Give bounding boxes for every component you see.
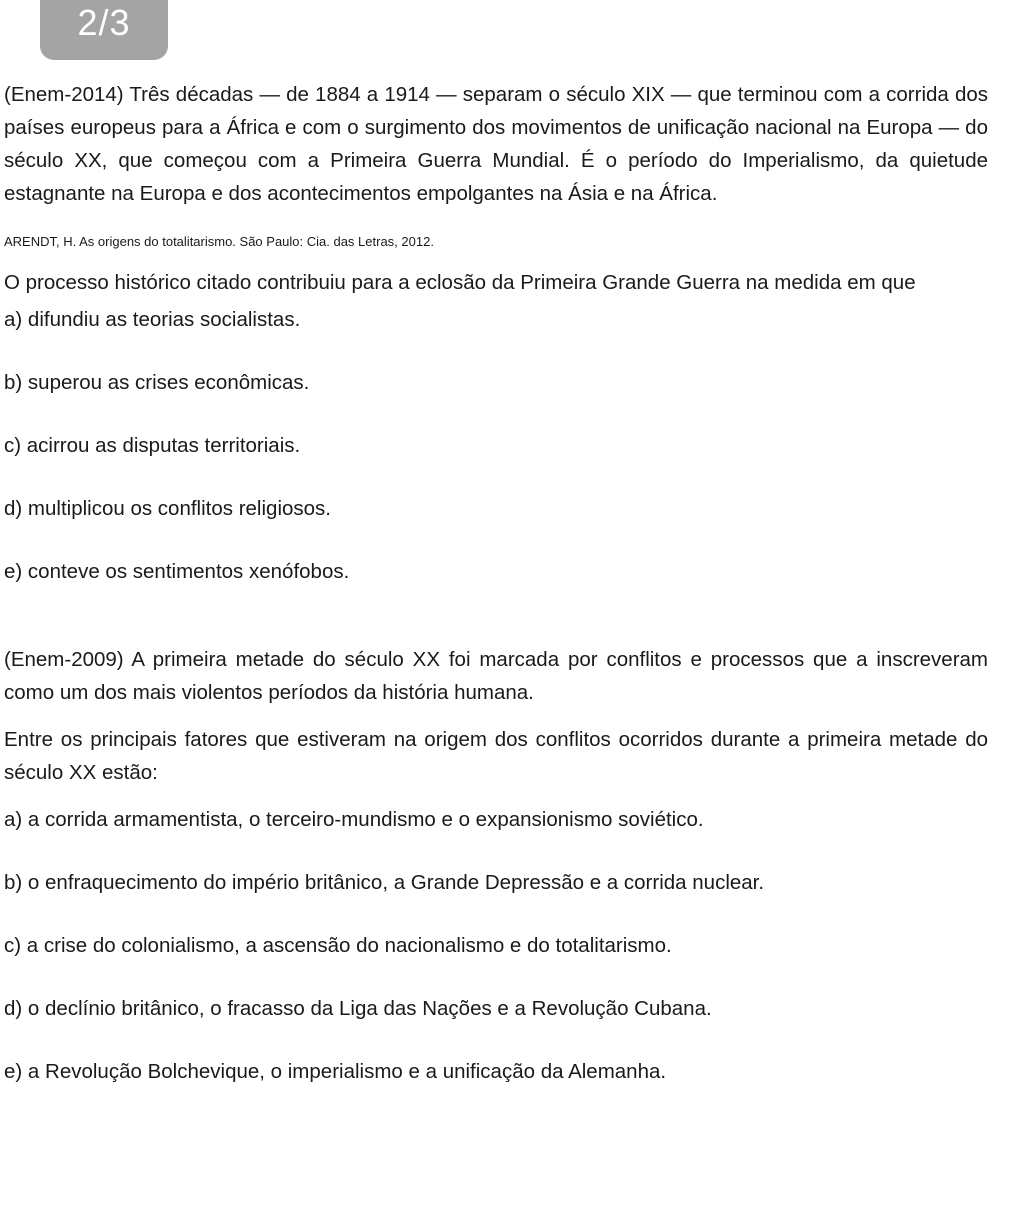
question-2-option-d: d) o declínio britânico, o fracasso da Liga das Nações e a Revolução Cubana. (4, 997, 712, 1020)
question-1-option-d: d) multiplicou os conflitos religiosos. (4, 497, 331, 520)
question-2-prompt: Entre os principais fatores que estiveram na origem dos conflitos ocorridos durante a primeira metade do século XX estão: (4, 728, 988, 784)
question-2-text: (Enem-2009) A primeira metade do século XX foi marcada por conflitos e processos que a inscreveram como um dos mais violentos períodos da história humana. (4, 648, 988, 704)
question-1-option-e: e) conteve os sentimentos xenófobos. (4, 560, 350, 583)
question-2-option-c: c) a crise do colonialismo, a ascensão do nacionalismo e do totalitarismo. (4, 934, 672, 957)
question-2-option-e: e) a Revolução Bolchevique, o imperialismo e a unificação da Alemanha. (4, 1060, 667, 1083)
question-2-option-a: a) a corrida armamentista, o terceiro-mundismo e o expansionismo soviético. (4, 808, 704, 831)
question-1-text: (Enem-2014) Três décadas — de 1884 a 1914 — separam o século XIX — que terminou com a corrida dos países europeus para a África e com o surgimento dos movimentos de unificação nacional na Europa — do século XX, que começou com a Primeira Guerra Mundial. É o período do Imperialismo, da quietude estagnante na Europa e dos acontecimentos empolgantes na Ásia e na África. (4, 83, 988, 205)
question-1-option-c: c) acirrou as disputas territoriais. (4, 434, 301, 457)
question-1-source: ARENDT, H. As origens do totalitarismo. São Paulo: Cia. das Letras, 2012. (4, 234, 434, 249)
question-2-option-b: b) o enfraquecimento do império britânico, a Grande Depressão e a corrida nuclear. (4, 871, 765, 894)
question-1-option-a: a) difundiu as teorias socialistas. (4, 308, 301, 331)
page-indicator-badge: 2/3 (40, 0, 168, 60)
question-1-option-b: b) superou as crises econômicas. (4, 371, 310, 394)
document-content (4, 78, 988, 1088)
question-1-prompt: O processo histórico citado contribuiu para a eclosão da Primeira Grande Guerra na medida em que (4, 271, 916, 294)
